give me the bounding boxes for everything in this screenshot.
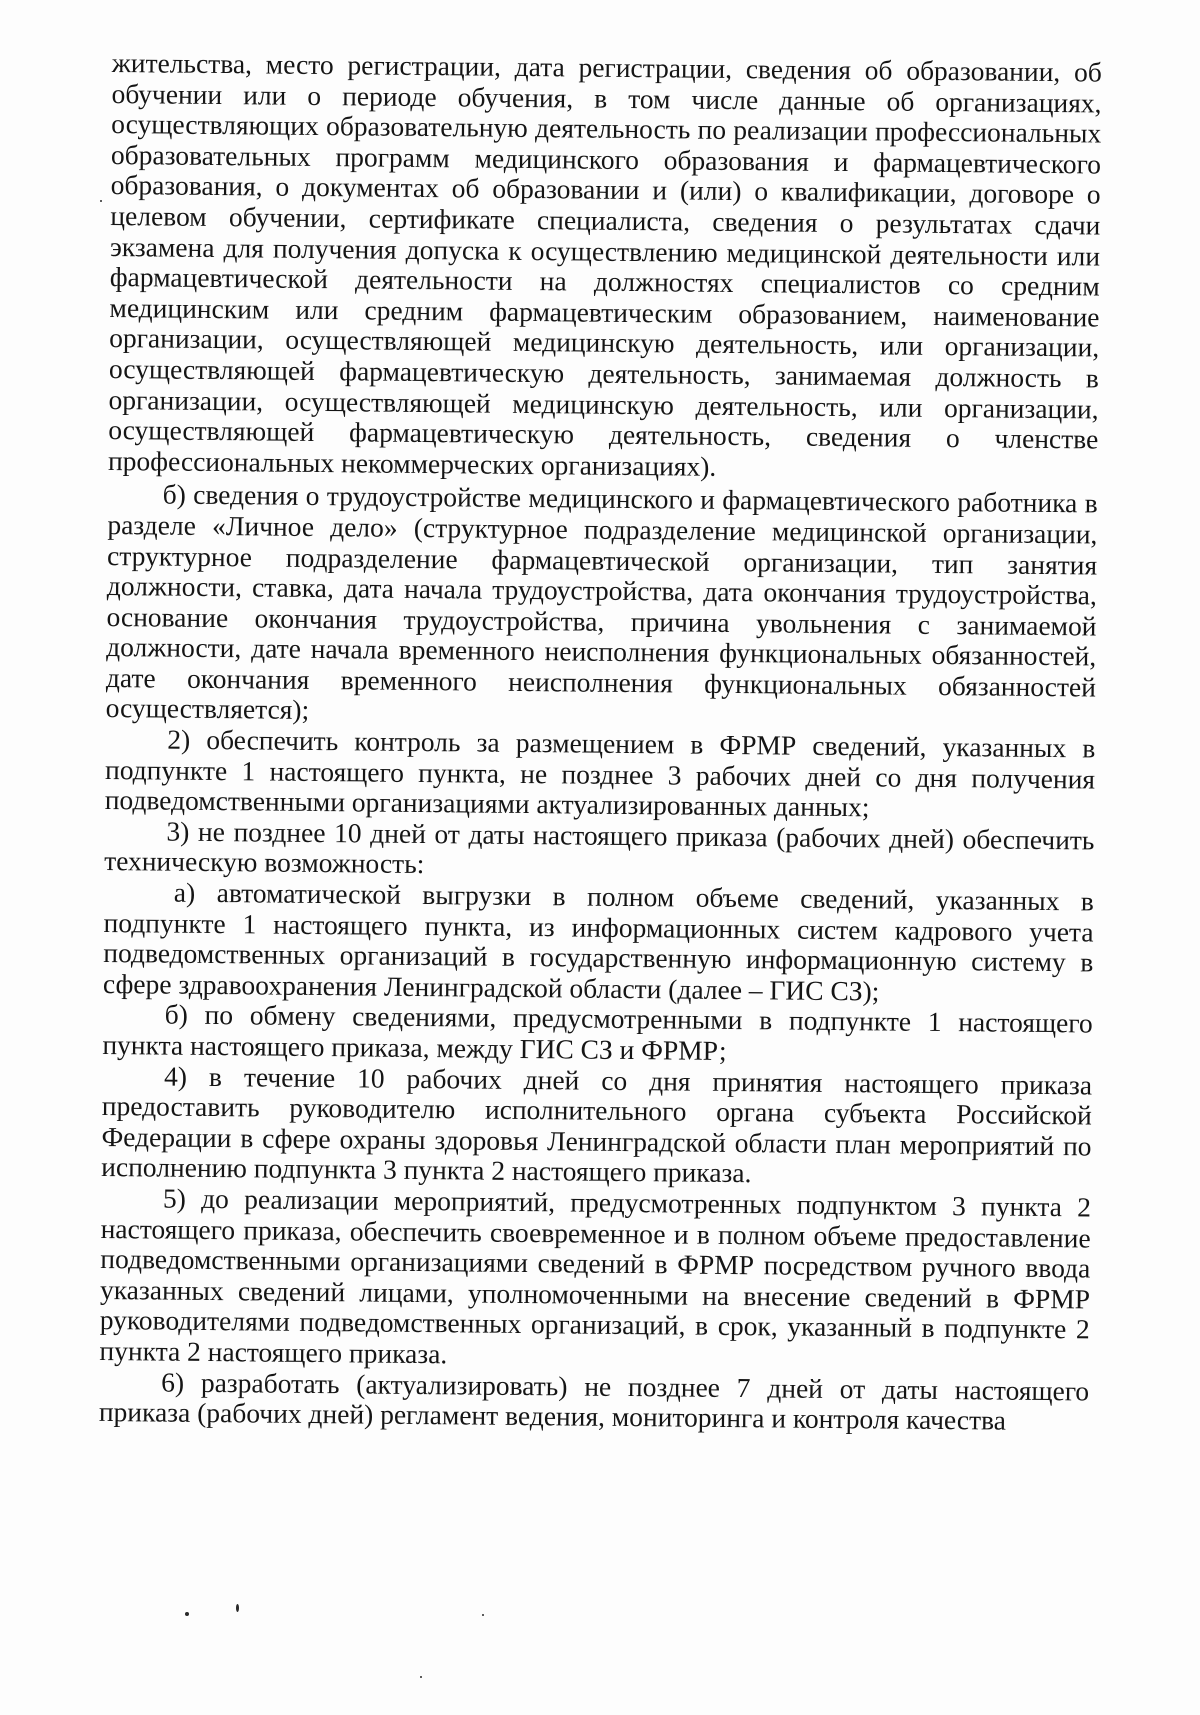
scan-speck bbox=[236, 1604, 239, 1612]
paragraph-subitem-b-employment: б) сведения о трудоустройстве медицинского и фармацевтического работника в разделе «Личное дело» (структурное подразделение медицинской организации, структурное подразделение фармацевтической организации, тип занятия должности, ставка, дата начала трудоустройства, дата окончания трудоустройства, основание окончания трудоустройства, причина увольнения с занимаемой должности, дате начала временного неисполнения функциональных обязанностей, дате окончания временного неисполнения функциональных обязанностей осуществляется); bbox=[105, 478, 1098, 726]
scan-speck bbox=[185, 1612, 189, 1616]
paragraph-personal-data: жительства, место регистрации, дата регистрации, сведения об образовании, об обучении или о периоде обучения, в том числе данные об организациях, осуществляющих образовательную деятельность по реализации профессиональных образовательных программ медицинского образования и фармацевтического образования, о документах об образовании и (или) о квалификации, договоре о целевом обучении, сертификате специалиста, сведения о результатах сдачи экзамена для получения допуска к осуществлению медицинской деятельности или фармацевтической деятельности на должностях специалистов со средним медицинским или средним фармацевтическим образованием, наименование организации, осуществляющей медицинскую деятельность, или организации, осуществляющей фармацевтическую деятельность, занимаемая должность в организации, осуществляющей медицинскую деятельность, или организации, осуществляющей фармацевтическую деятельность, сведения о членстве профессиональных некоммерческих организациях). bbox=[107, 47, 1102, 482]
paragraph-item-6: 6) разработать (актуализировать) не позднее 7 дней от даты настоящего приказа (рабочих дней) регламент ведения, мониторинга и контроля качества bbox=[98, 1366, 1090, 1436]
scan-speck bbox=[100, 200, 102, 202]
scan-speck bbox=[482, 1614, 484, 1616]
document-body bbox=[99, 48, 1102, 1437]
paragraph-subitem-a: а) автоматической выгрузки в полном объеме сведений, указанных в подпункте 1 настоящего пункта, из информационных систем кадрового учета подведомственных организаций в государственную информационную систему в сфере здравоохранения Ленинградской области (далее – ГИС СЗ); bbox=[102, 876, 1095, 1007]
scan-speck bbox=[420, 1676, 422, 1678]
paragraph-item-3: 3) не позднее 10 дней от даты настоящего приказа (рабочих дней) обеспечить техническую возможность: bbox=[104, 815, 1095, 880]
paragraph-item-5: 5) до реализации мероприятий, предусмотренных подпунктом 3 пункта 2 настоящего приказа, обеспечить своевременное и в полном объеме предоставление подведомственными организациями сведений в ФРМР посредством ручного ввода указанных сведений лицами, уполномоченными на внесение сведений в ФРМР руководителями подведомственных организаций, в срок, указанный в подпункте 2 пункта 2 настоящего приказа. bbox=[99, 1182, 1092, 1370]
paragraph-subitem-b-exchange: б) по обмену сведениями, предусмотренными в подпункте 1 настоящего пункта настоящего приказа, между ГИС СЗ и ФРМР; bbox=[102, 998, 1093, 1066]
paragraph-item-4: 4) в течение 10 рабочих дней со дня принятия настоящего приказа предоставить руководителю исполнительного органа субъекта Российской Федерации в сфере охраны здоровья Ленинградской области план мероприятий по исполнению подпункта 3 пункта 2 настоящего приказа. bbox=[101, 1060, 1093, 1189]
paragraph-item-2: 2) обеспечить контроль за размещением в ФРМР сведений, указанных в подпункте 1 настоящего пункта, не позднее 3 рабочих дней со дня получения подведомственными организациями актуализированных данных; bbox=[104, 723, 1096, 823]
